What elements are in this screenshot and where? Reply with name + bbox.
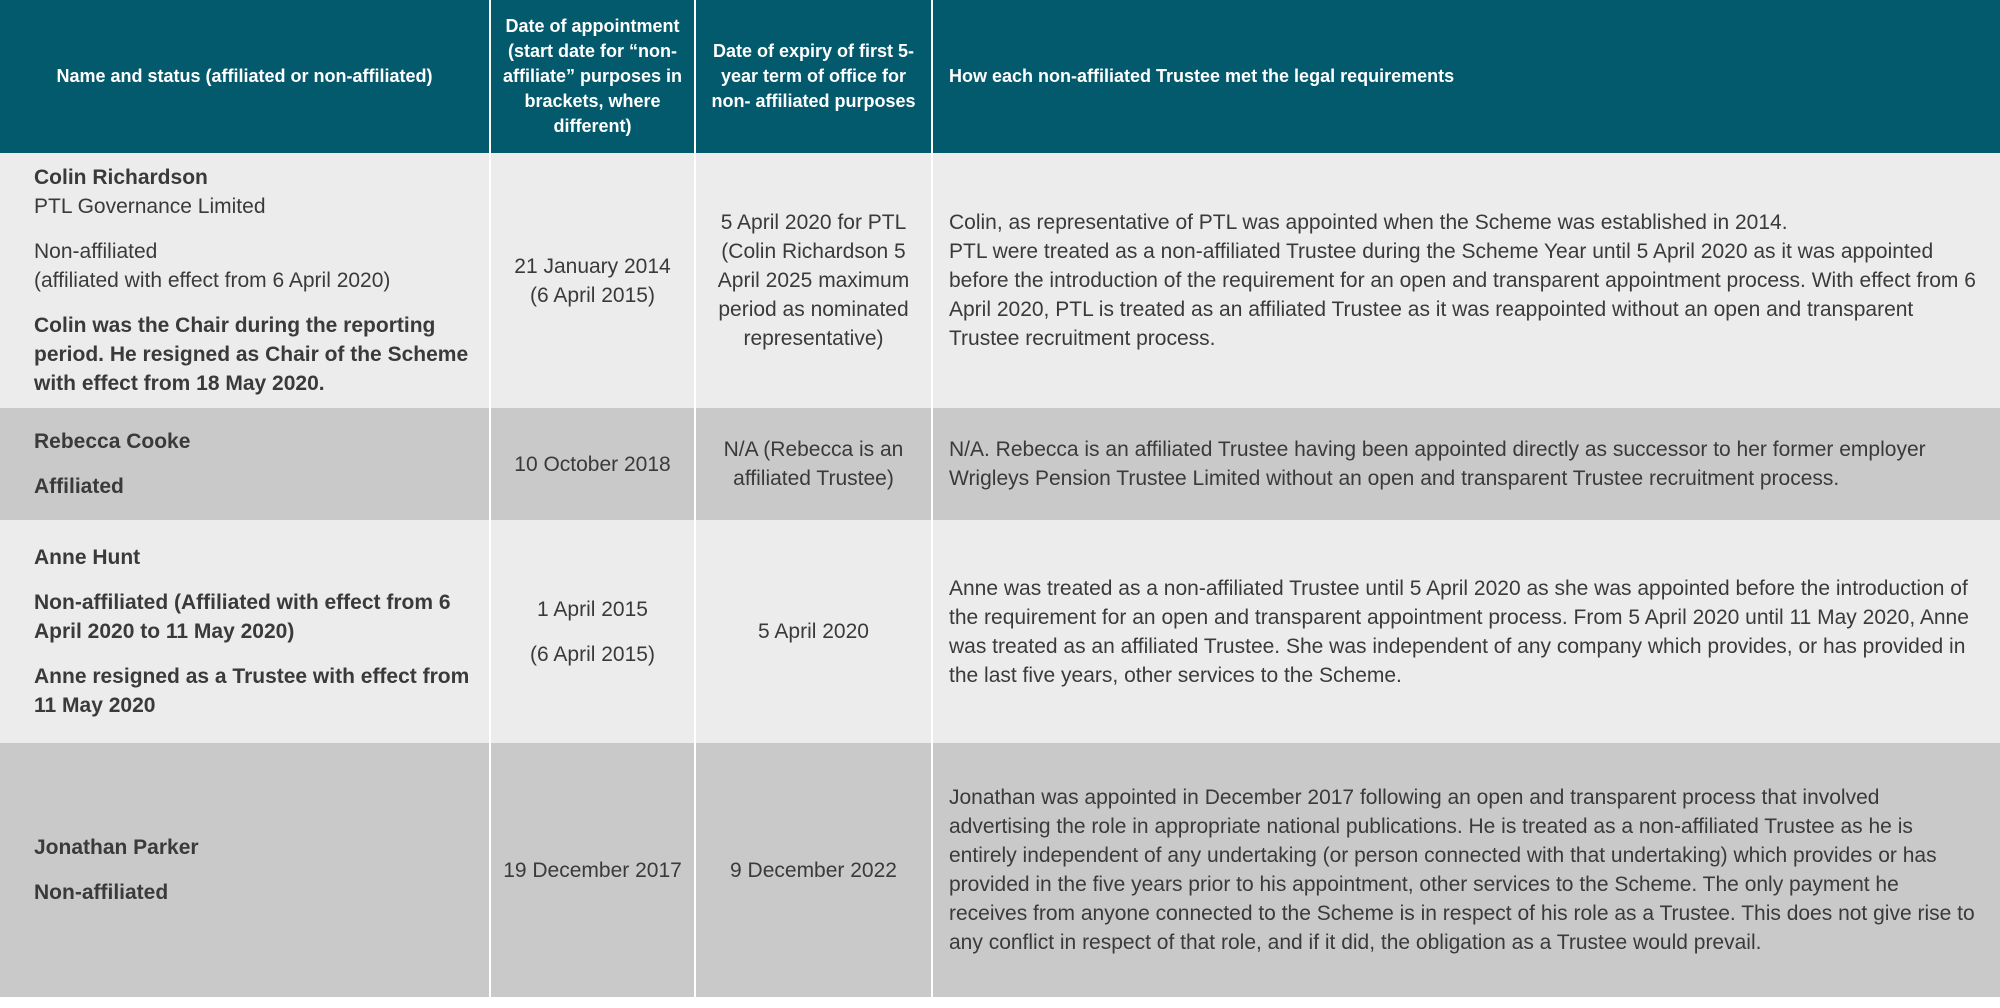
legal-requirements-cell [932,743,2000,997]
header-name-status: Name and status (affiliated or non-affiliated) [0,0,490,153]
trustee-status: Non-affiliated [34,240,158,263]
requirements-text: Anne was treated as a non-affiliated Trustee until 5 April 2020 as she was appointed before the introduction of the requirement for an open and transparent appointment process. From 5 April 2020 until 11 May 2020, Anne was treated as an affiliated Trustee. She was independent of any company which provides, or has provided in the last five years, other services to the Scheme. [949,576,1969,687]
trustee-name: Jonathan Parker [34,836,199,859]
trustee-name: Anne Hunt [34,546,141,569]
appointment-date-cell [490,408,695,520]
trustee-note: Anne resigned as a Trustee with effect from 11 May 2020 [34,665,470,717]
legal-requirements-cell [932,408,2000,520]
name-status-cell [0,408,490,520]
header-expiry-date: Date of expiry of first 5-year term of office for non- affiliated purposes [695,0,932,153]
appointment-date: 21 January 2014 [514,254,671,278]
table-row [0,153,2000,408]
name-status-cell [0,520,490,743]
non-affiliate-start-date: (6 April 2015) [530,283,655,307]
trustee-name: Colin Richardson [34,166,208,189]
legal-requirements-cell [932,520,2000,743]
table-row [0,743,2000,997]
expiry-date-cell: 5 April 2020 for PTL (Colin Richardson 5 April 2025 maximum period as nominated representative) [695,153,932,408]
table-row [0,408,2000,520]
trustee-name: Rebecca Cooke [34,430,191,453]
name-status-cell [0,153,490,408]
appointment-date: 19 December 2017 [503,858,682,882]
header-appointment-date: Date of appointment (start date for “non-affiliate” purposes in brackets, where different) [490,0,695,153]
expiry-date-cell: 5 April 2020 [695,520,932,743]
appointment-date-cell [490,520,695,743]
appointment-date-cell [490,153,695,408]
trustee-organisation: PTL Governance Limited [34,195,266,218]
expiry-date-cell: 9 December 2022 [695,743,932,997]
requirements-text: Colin, as representative of PTL was appointed when the Scheme was established in 2014. [949,211,1788,234]
name-status-cell [0,743,490,997]
trustee-status: Non-affiliated [34,881,169,904]
appointment-date: 1 April 2015 [537,597,648,621]
requirements-text: N/A. Rebecca is an affiliated Trustee having been appointed directly as successor to her former employer Wrigleys Pension Trustee Limited without an open and transparent Trustee recruitment process. [949,438,1926,490]
table-header [0,0,2000,153]
trustee-note: Colin was the Chair during the reporting period. He resigned as Chair of the Scheme with effect from 18 May 2020. [34,314,469,395]
header-row [0,0,2000,153]
table-row [0,520,2000,743]
header-legal-requirements: How each non-affiliated Trustee met the legal requirements [932,0,2000,153]
appointment-date-cell [490,743,695,997]
appointment-date: 10 October 2018 [514,452,671,476]
trustee-status: Affiliated [34,475,124,498]
trustee-status: Non-affiliated (Affiliated with effect from 6 April 2020 to 11 May 2020) [34,591,451,643]
legal-requirements-cell [932,153,2000,408]
requirements-text: PTL were treated as a non-affiliated Trustee during the Scheme Year until 5 April 2020 as it was appointed before the introduction of the requirement for an open and transparent appointment process. With effect from 6 April 2020, PTL is treated as an affiliated Trustee as it was reappointed without an open and transparent Trustee recruitment process. [949,240,1976,350]
non-affiliate-start-date: (6 April 2015) [530,642,655,666]
table-body [0,153,2000,997]
expiry-date-cell: N/A (Rebecca is an affiliated Trustee) [695,408,932,520]
requirements-text: Jonathan was appointed in December 2017 following an open and transparent process that involved advertising the role in appropriate national publications. He is treated as a non-affiliated Trustee as he is entirely independent of any undertaking (or person connected with that undertaking) which provides or has provided in the five years prior to his appointment, other services to the Scheme. The only payment he receives from anyone connected to the Scheme is in respect of his role as a Trustee. This does not give rise to any conflict in respect of that role, and if it did, the obligation as a Trustee would prevail. [949,786,1975,954]
trustee-status-detail: (affiliated with effect from 6 April 2020) [34,269,391,292]
